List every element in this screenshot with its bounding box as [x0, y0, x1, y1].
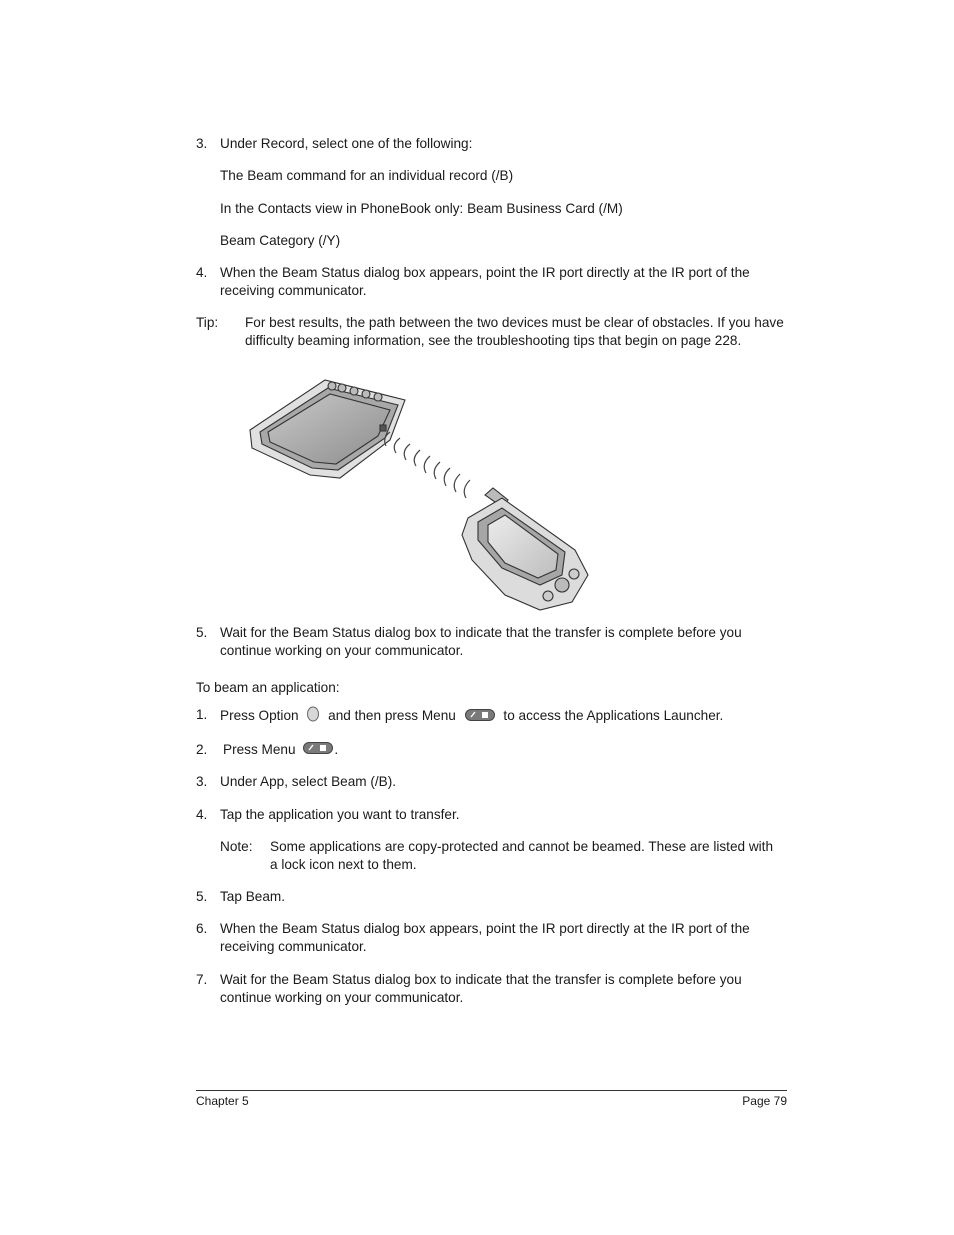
- option-button-icon: [306, 706, 320, 727]
- step-text: receiving communicator.: [220, 939, 367, 954]
- step-number: 3.: [196, 774, 208, 789]
- step-number: 5.: [196, 625, 208, 640]
- step-text: Under App, select Beam (/B).: [220, 774, 397, 789]
- step-number: 6.: [196, 921, 208, 936]
- step-number: 4.: [196, 807, 208, 822]
- step-text-part: Press Option: [220, 708, 299, 724]
- footer-divider: [196, 1090, 787, 1091]
- footer-page-number: Page 79: [742, 1094, 787, 1108]
- note-text: a lock icon next to them.: [270, 857, 417, 872]
- step-number: 5.: [196, 889, 208, 904]
- step-text-part: to access the Applications Launcher.: [503, 708, 724, 724]
- step-text: Tap the application you want to transfer.: [220, 807, 460, 822]
- footer-chapter: Chapter 5: [196, 1094, 249, 1108]
- step-text: When the Beam Status dialog box appears, point the IR port directly at the IR port of the: [220, 265, 750, 280]
- step-text: Under Record, select one of the following:: [220, 136, 473, 151]
- step-number: 2.: [196, 742, 208, 757]
- note-label: Note:: [220, 839, 253, 854]
- beaming-devices-illustration: [240, 370, 600, 615]
- tip-text: For best results, the path between the two devices must be clear of obstacles. If you have: [245, 315, 784, 330]
- note-text: Some applications are copy-protected and cannot be beamed. These are listed with: [270, 839, 774, 854]
- step-text: continue working on your communicator.: [220, 643, 464, 658]
- tip-label: Tip:: [196, 315, 219, 330]
- step-text-part: and then press Menu: [328, 708, 456, 724]
- step-text: Wait for the Beam Status dialog box to indicate that the transfer is complete before you: [220, 625, 742, 640]
- step-text: Tap Beam.: [220, 889, 285, 904]
- record-option: In the Contacts view in PhoneBook only: Beam Business Card (/M): [220, 201, 623, 216]
- section-heading: To beam an application:: [196, 680, 340, 695]
- step-number: 1.: [196, 707, 208, 722]
- step-text: Wait for the Beam Status dialog box to indicate that the transfer is complete before you: [220, 972, 742, 987]
- record-option: The Beam command for an individual record (/B): [220, 168, 514, 183]
- step-text: [220, 706, 723, 727]
- record-option: Beam Category (/Y): [220, 233, 341, 248]
- ir-beam-waves: [385, 432, 470, 498]
- tip-text: difficulty beaming information, see the troubleshooting tips that begin on page 228.: [245, 333, 742, 348]
- communicator-sender: [250, 380, 405, 478]
- step-text: continue working on your communicator.: [220, 990, 464, 1005]
- step-text-part: .: [334, 742, 339, 757]
- menu-button-icon: [303, 741, 333, 759]
- step-text: receiving communicator.: [220, 283, 367, 298]
- step-text: [223, 741, 338, 759]
- communicator-receiver: [462, 488, 588, 610]
- step-number: 3.: [196, 136, 208, 151]
- step-text: When the Beam Status dialog box appears, point the IR port directly at the IR port of the: [220, 921, 750, 936]
- menu-button-icon: [465, 708, 495, 726]
- step-number: 4.: [196, 265, 208, 280]
- step-number: 7.: [196, 972, 208, 987]
- step-text-part: Press Menu: [223, 742, 296, 757]
